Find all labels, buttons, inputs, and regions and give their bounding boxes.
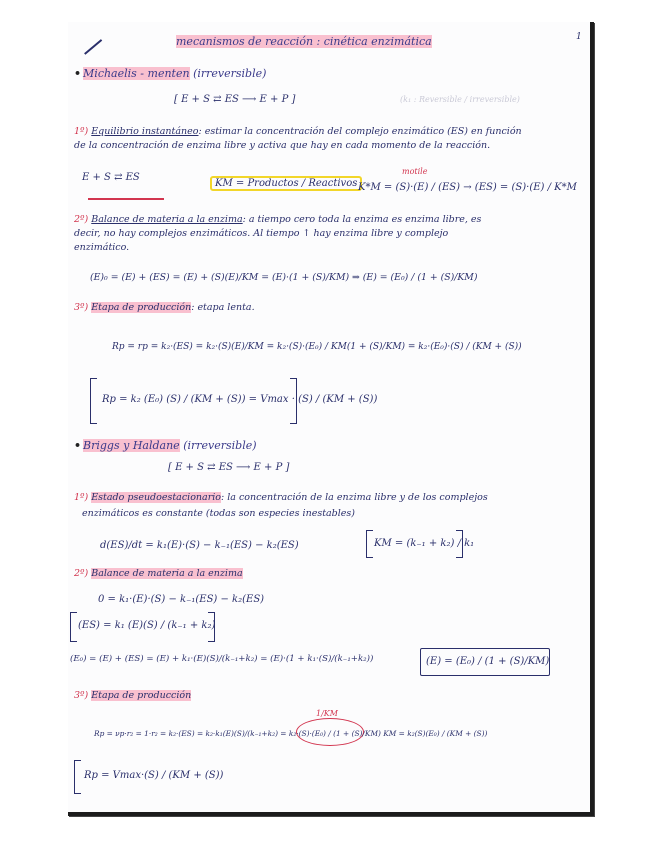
produccion2-heading: 3º) Etapa de producción	[74, 690, 192, 701]
notebook-page	[68, 22, 594, 816]
km-annotation: 1/KM	[316, 709, 338, 718]
balance2-eq2: (E₀) = (E) + (ES) = (E) + k₁·(E)(S)/(k₋₁+k₂) = (E)·(1 + k₁·(S)/(k₋₁+k₂))	[70, 654, 374, 664]
rp-michaelis-boxed: Rp = k₂ (E₀) (S) / (KM + (S)) = Vmax · (S) / (KM + (S))	[102, 394, 378, 405]
balance1-line1: 2º) Balance de materia a la enzima: a tiempo cero toda la enzima es enzima libre, es	[74, 214, 482, 225]
produccion2-equation: Rp = νp·r₂ = 1·r₂ = k₂·(ES) = k₂·k₁(E)(S)/(k₋₁+k₂) = k₂·(S)·(E₀) / (1 + (S)/KM) KM = k₂(S)(E₀) / (KM + (S))	[94, 729, 488, 738]
pseudo-equation: d(ES)/dt = k₁(E)·(S) − k₋₁(ES) − k₂(ES)	[100, 540, 299, 551]
balance1-line2: decir, no hay complejos enzimáticos. Al tiempo ↑ hay enzima libre y complejo	[74, 228, 449, 239]
km-equation: K*M = (S)·(E) / (ES) → (ES) = (S)·(E) / K*M	[358, 182, 577, 193]
michaelis-heading: • Michaelis - menten (irreversible)	[74, 67, 267, 80]
briggs-heading: • Briggs y Haldane (irreversible)	[74, 439, 257, 452]
page-title: mecanismos de reacción : cinética enzimática	[176, 35, 432, 48]
bracket-left	[90, 378, 97, 424]
produccion1-equation: Rp = rp = k₂·(ES) = k₂·(S)(E)/KM = k₂·(S)·(E₀) / KM(1 + (S)/KM) = k₂·(E₀)·(S) / (KM + (S))	[112, 342, 522, 352]
balance1-line3: enzimático.	[74, 242, 130, 253]
balance2-e-box: (E) = (E₀) / (1 + (S)/KM)	[426, 656, 550, 667]
pseudo-line2: enzimáticos es constante (todas son especies inestables)	[82, 508, 356, 519]
michaelis-reaction: [ E + S ⇄ ES ⟶ E + P ]	[174, 94, 296, 105]
pseudo-line1: 1º) Estado pseudoestacionario: la concentración de la enzima libre y de los complejos	[74, 492, 488, 503]
eq-rapido-line2: de la concentración de enzima libre y activa que hay en cada momento de la reacción.	[74, 140, 491, 151]
page-number: 1	[576, 32, 582, 42]
es-bracket-left	[70, 612, 77, 642]
red-arrow	[88, 198, 164, 200]
final-bracket	[74, 760, 81, 794]
eq-rapido-line1: 1º) Equilibrio instantáneo: estimar la concentración del complejo enzimático (ES) en función	[74, 126, 522, 137]
km-definition: KM = Productos / Reactivos	[210, 178, 362, 189]
km-bracket-left	[366, 530, 373, 558]
balance1-equation: (E)₀ = (E) + (ES) = (E) + (S)(E)/KM = (E)·(1 + (S)/KM) ⇒ (E) = (E₀) / (1 + (S)/KM)	[90, 272, 478, 283]
balance2-heading: 2º) Balance de materia a la enzima	[74, 568, 243, 579]
balance2-es-box: (ES) = k₁ (E)(S) / (k₋₁ + k₂)	[78, 620, 216, 631]
eq-rapido-reaction: E + S ⇄ ES	[82, 172, 140, 183]
motile-note: motile	[402, 167, 428, 176]
pen-stroke	[84, 39, 102, 54]
rp-briggs-boxed: Rp = Vmax·(S) / (KM + (S))	[84, 770, 224, 781]
produccion1-heading: 3º) Etapa de producción: etapa lenta.	[74, 302, 255, 313]
balance2-eq1: 0 = k₁·(E)·(S) − k₋₁(ES) − k₂(ES)	[98, 594, 265, 605]
briggs-reaction: [ E + S ⇄ ES ⟶ E + P ]	[168, 462, 290, 473]
michaelis-side-note: (k₁ : Reversible / irreversible)	[400, 95, 520, 104]
km-briggs: KM = (k₋₁ + k₂) / k₁	[374, 538, 475, 549]
